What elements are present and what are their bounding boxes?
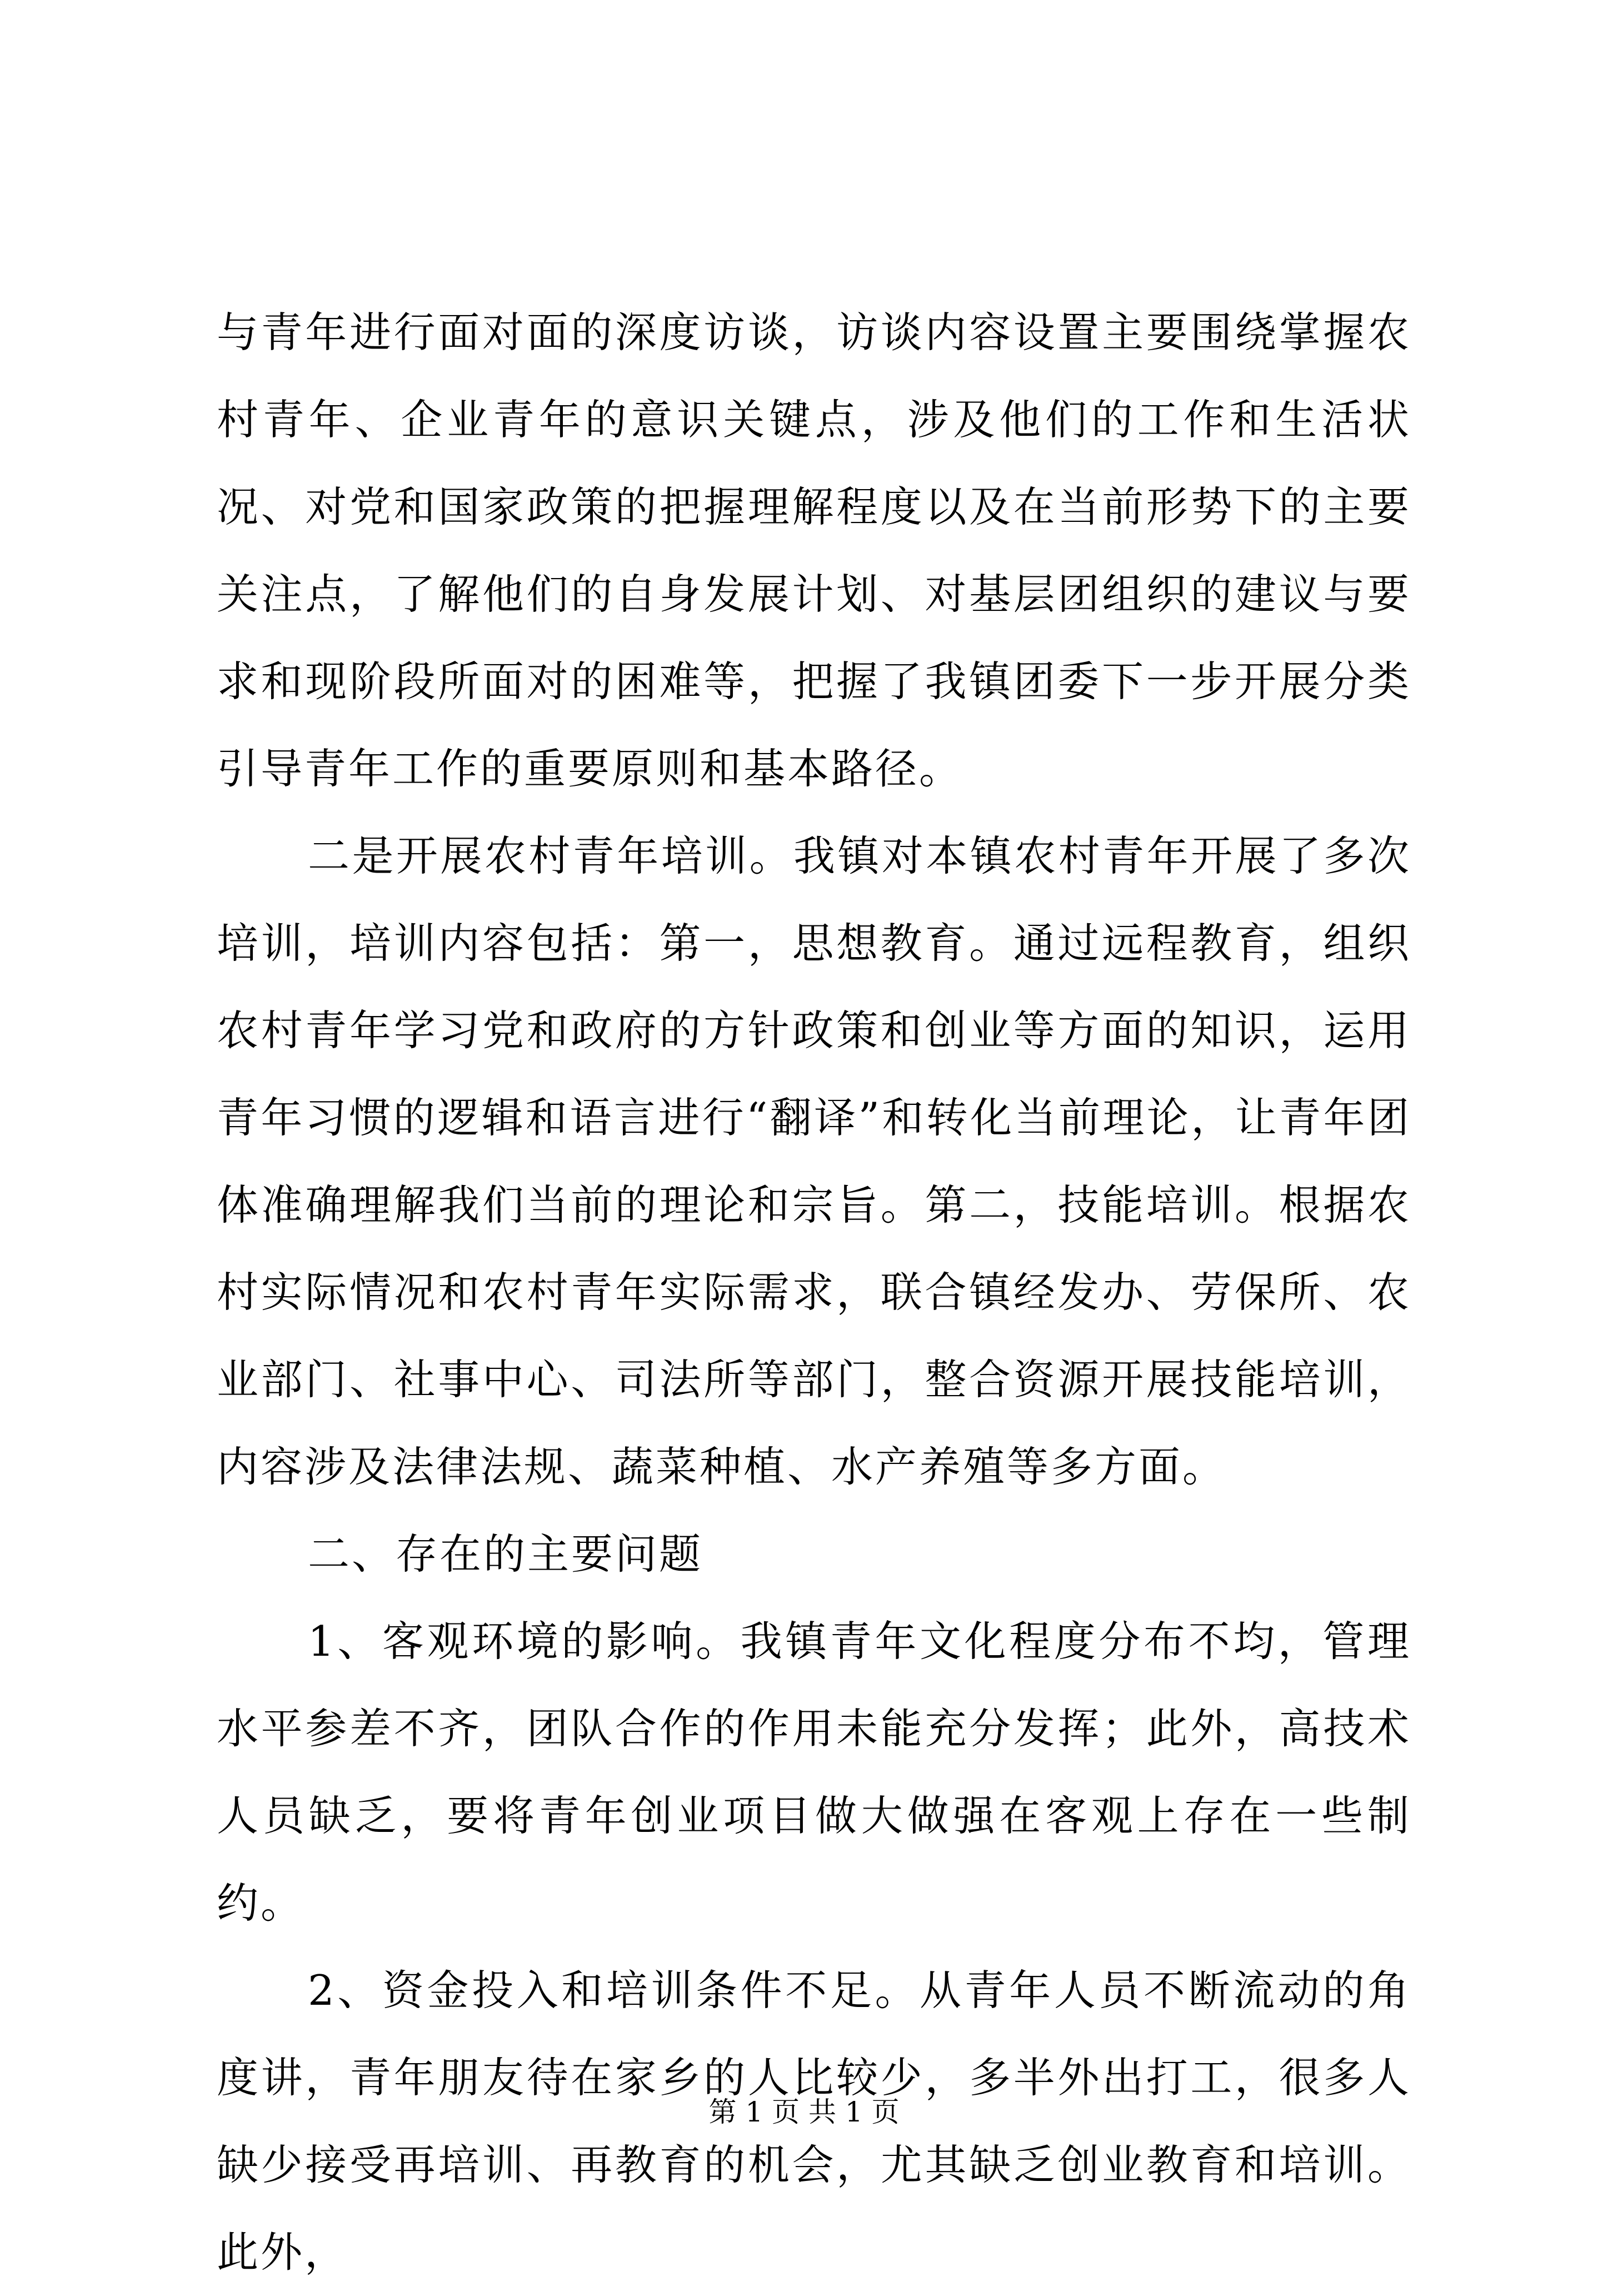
paragraph-funding: 2、资金投入和培训条件不足。从青年人员不断流动的角度讲，青年朋友待在家乡的人比较少，多半外出打工，很多人缺少接受再培训、再教育的机会，尤其缺乏创业教育和培训。此外， (217, 1966, 1411, 2277)
paragraph-training: 二是开展农村青年培训。我镇对本镇农村青年开展了多次培训，培训内容包括：第一，思想教育。通过远程教育，组织农村青年学习党和政府的方针政策和创业等方面的知识，运用青年习惯的逻辑和语言进行“翻译”和转化当前理论，让青年团体准确理解我们当前的理论和宗旨。第二，技能培训。根据农村实际情况和农村青年实际需求，联合镇经发办、劳保所、农业部门、社事中心、司法所等部门，整合资源开展技能培训，内容涉及法律法规、蔬菜种植、水产养殖等多方面。 (217, 831, 1411, 1491)
page-footer: 第 1 页 共 1 页 (708, 2096, 900, 2128)
document-body (217, 289, 1411, 2296)
paragraph-interview: 与青年进行面对面的深度访谈，访谈内容设置主要围绕掌握农村青年、企业青年的意识关键点，涉及他们的工作和生活状况、对党和国家政策的把握理解程度以及在当前形势下的主要关注点，了解他们的自身发展计划、对基层团组织的建议与要求和现阶段所面对的困难等，把握了我镇团委下一步开展分类引导青年工作的重要原则和基本路径。 (217, 308, 1411, 793)
paragraph-environment: 1、客观环境的影响。我镇青年文化程度分布不均，管理水平参差不齐，团队合作的作用未能充分发挥；此外，高技术人员缺乏，要将青年创业项目做大做强在客观上存在一些制约。 (217, 1617, 1411, 1928)
section-heading-problems: 二、存在的主要问题 (308, 1530, 703, 1578)
